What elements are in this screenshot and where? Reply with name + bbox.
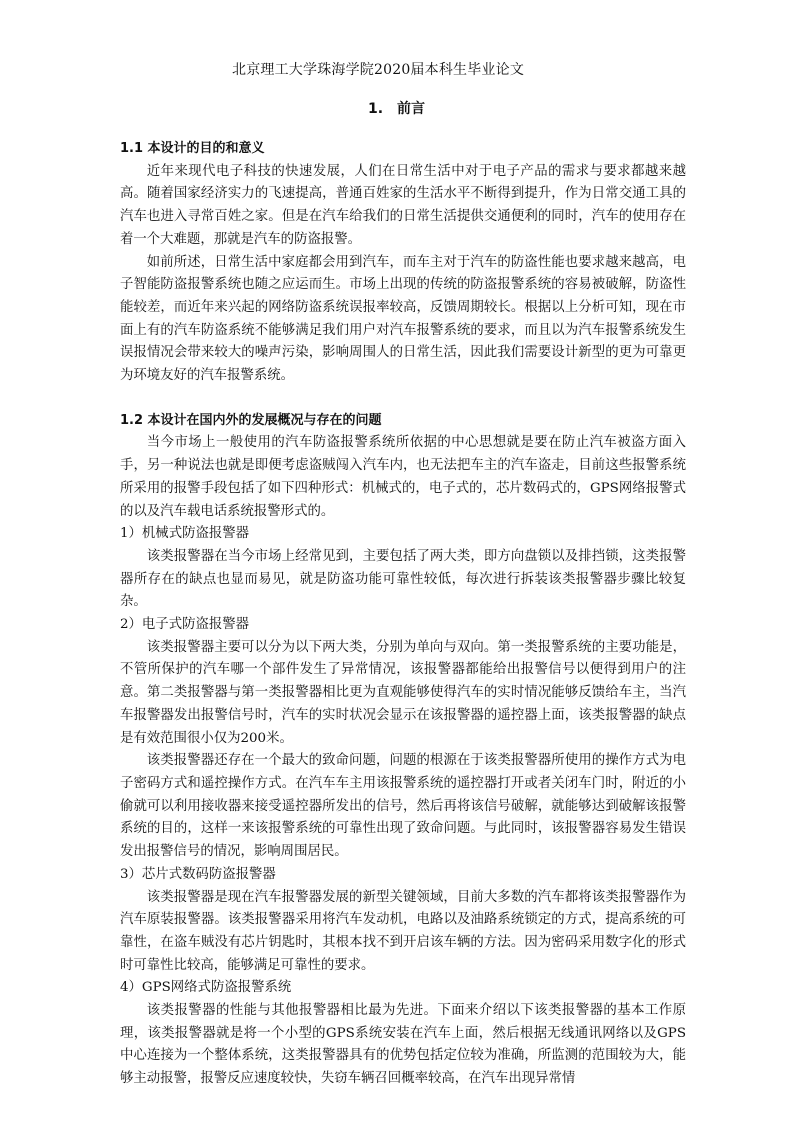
section-1-1-title: 1.1 本设计的目的和意义 [120,141,265,156]
list-item-3: 3）芯片式数码防盗报警器 [120,866,276,882]
section-1-2-paragraph-2: 该类报警器在当今市场上经常见到，主要包括了两大类，即方向盘锁以及排挡锁，这类报警器所存在的缺点也显而易见，就是防盗功能可靠性较低，每次进行拆装该类报警器步骤比较复杂。 [120,548,686,610]
section-1-2-paragraph-6: 该类报警器的性能与其他报警器相比最为先进。下面来介绍以下该类报警器的基本工作原理，该类报警器就是将一个小型的GPS系统安装在汽车上面，然后根据无线通讯网络以及GPS中心连接为一个整体系统，这类报警器具有的优势包括定位较为准确，所监测的范围较为大，能够主动报警，报警反应速度较快，失窃车辆召回概率较高，在汽车出现异常情 [120,1003,686,1087]
list-item-2: 2）电子式防盗报警器 [120,617,250,633]
section-1-2-paragraph-1: 当今市场上一般使用的汽车防盗报警系统所依据的中心思想就是要在防止汽车被盗方面入手，另一种说法也就是即便考虑盗贼闯入汽车内，也无法把车主的汽车盗走，目前这些报警系统所采用的报警手段包括了如下四种形式：机械式的，电子式的，芯片数码式的，GPS网络报警式的以及汽车载电话系统报警形式的。 [120,435,686,519]
section-1-1-paragraph-2: 如前所述，日常生活中家庭都会用到汽车，而车主对于汽车的防盗性能也要求越来越高，电子智能防盗报警系统也随之应运而生。市场上出现的传统的防盗报警系统的容易被破解，防盗性能较差，而近年来兴起的网络防盗系统误报率较高，反馈周期较长。根据以上分析可知，现在市面上有的汽车防盗系统不能够满足我们用户对汽车报警系统的要求，而且以为汽车报警系统发生误报情况会带来较大的噪声污染，影响周围人的日常生活，因此我们需要设计新型的更为可靠更为环境友好的汽车报警系统。 [120,254,686,384]
section-1-1-paragraph-1: 近年来现代电子科技的快速发展，人们在日常生活中对于电子产品的需求与要求都越来越高。随着国家经济实力的飞速提高，普通百姓家的生活水平不断得到提升，作为日常交通工具的汽车也进入寻常百姓之家。但是在汽车给我们的日常生活提供交通便利的同时，汽车的使用存在着一个大难题，那就是汽车的防盗报警。 [120,163,686,247]
page-header: 北京理工大学珠海学院2020届本科生毕业论文 [232,62,525,78]
section-1-2-paragraph-4: 该类报警器还存在一个最大的致命问题，问题的根源在于该类报警器所使用的操作方式为电子密码方式和遥控操作方式。在汽车车主用该报警系统的遥控器打开或者关闭车门时，附近的小偷就可以利用接收器来接受遥控器所发出的信号，然后再将该信号破解，就能够达到破解该报警系统的目的，这样一来该报警系统的可靠性出现了致命问题。与此同时，该报警器容易发生错误发出报警信号的情况，影响周围居民。 [120,753,686,860]
section-1-2-paragraph-5: 该类报警器是现在汽车报警器发展的新型关键领域，目前大多数的汽车都将该类报警器作为汽车原装报警器。该类报警器采用将汽车发动机，电路以及油路系统锁定的方式，提高系统的可靠性，在盗车贼没有芯片钥匙时，其根本找不到开启该车辆的方法。因为密码采用数字化的形式时可靠性比较高，能够满足可靠性的要求。 [120,889,686,973]
list-item-1: 1）机械式防盗报警器 [120,526,250,542]
section-gap [120,388,686,410]
section-1-2-title: 1.2 本设计在国内外的发展概况与存在的问题 [120,412,382,428]
list-item-4: 4）GPS网络式防盗报警系统 [120,980,292,996]
section-1-2-paragraph-3: 该类报警器主要可以分为以下两大类，分别为单向与双向。第一类报警系统的主要功能是，不管所保护的汽车哪一个部件发生了异常情况，该报警器都能给出报警信号以便得到用户的注意。第二类报警器与第一类报警器相比更为直观能够使得汽车的实时情况能够反馈给车主，当汽车报警器发出报警信号时，汽车的实时状况会显示在该报警器的遥控器上面，该类报警器的缺点是有效范围很小仅为200米。 [120,639,686,746]
document-body [120,138,686,1091]
chapter-title: 1. 前言 [367,101,426,117]
